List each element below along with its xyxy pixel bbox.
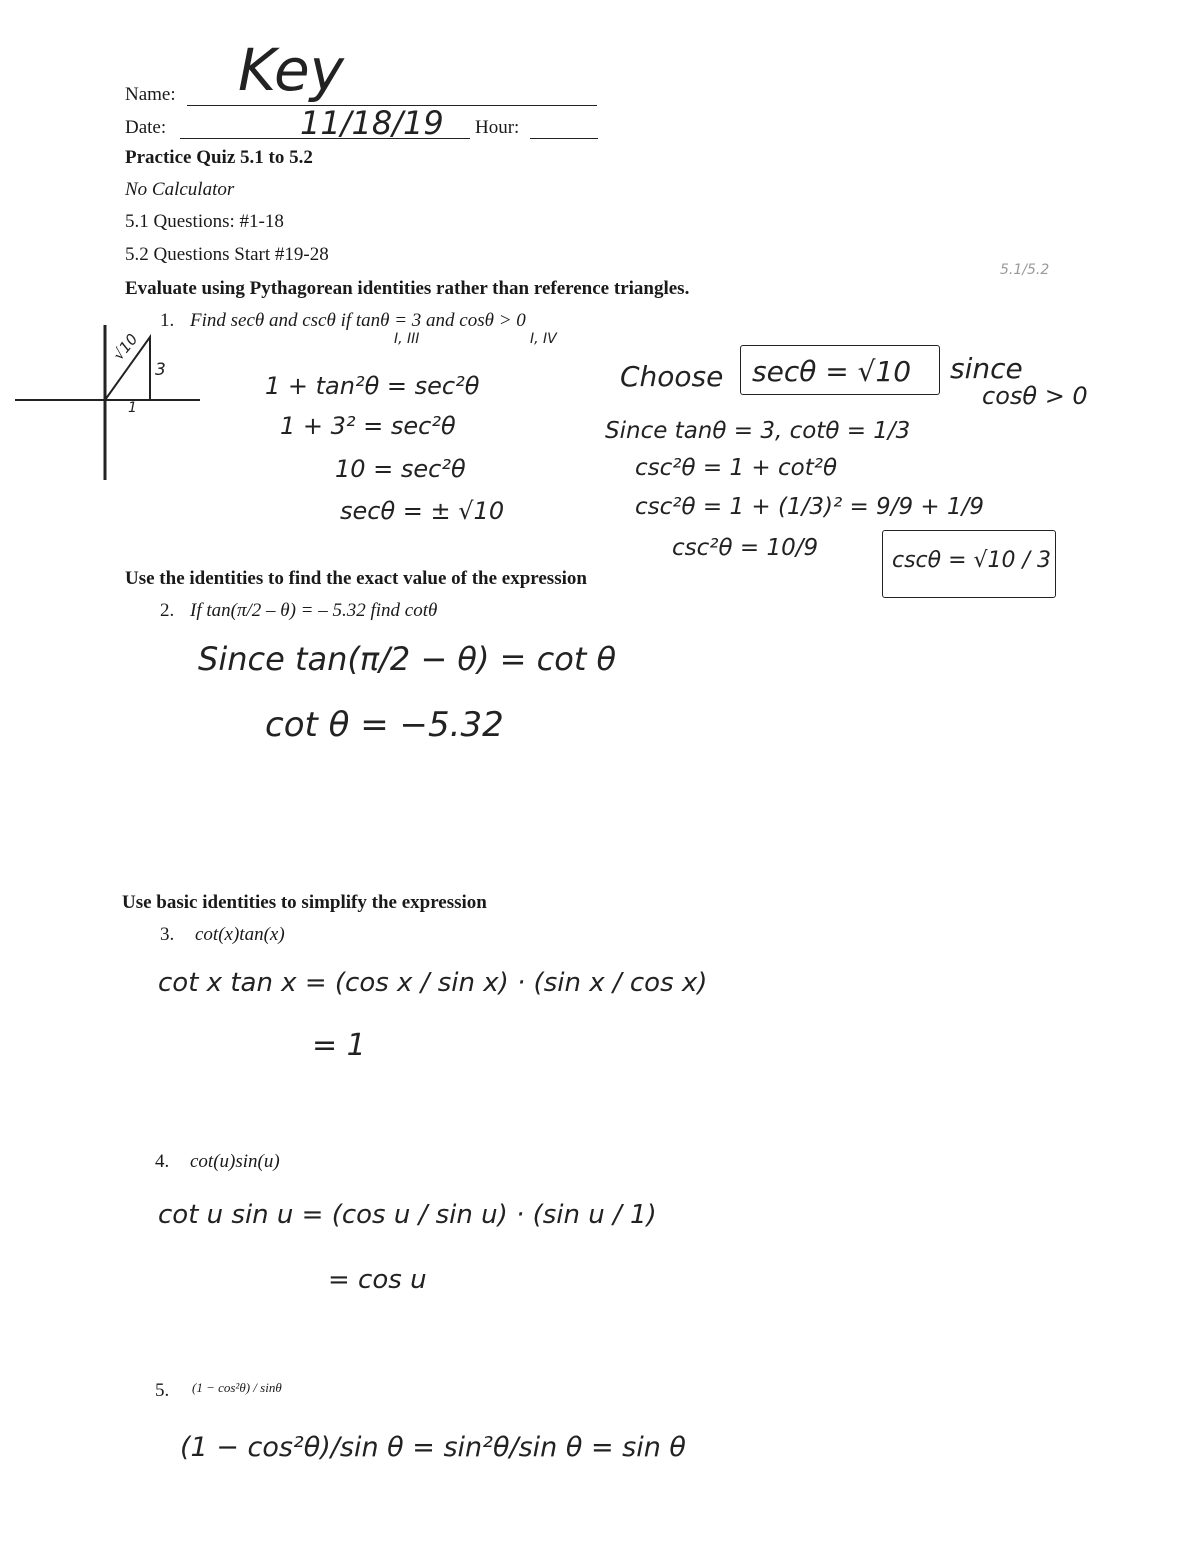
q1-right-line: csc²θ = 10/9 xyxy=(672,535,819,561)
q2-number: 2. xyxy=(160,600,175,621)
quiz-title: Practice Quiz 5.1 to 5.2 xyxy=(125,147,313,168)
q1-right-line: csc²θ = 1 + (1/3)² = 9/9 + 1/9 xyxy=(635,494,984,520)
q4-number: 4. xyxy=(155,1151,170,1172)
q1-right-line: csc²θ = 1 + cot²θ xyxy=(635,455,838,481)
hour-underline xyxy=(530,138,598,139)
q1-text: Find secθ and cscθ if tanθ = 3 and cosθ > 0 xyxy=(190,310,526,331)
q1-work-line: 1 + tan²θ = sec²θ xyxy=(265,372,480,400)
reference-triangle-sketch xyxy=(15,325,205,485)
name-label: Name: xyxy=(125,84,176,105)
hour-label: Hour: xyxy=(475,117,520,138)
q1-number: 1. xyxy=(160,310,175,331)
q1-quadrant-cos: I, IV xyxy=(530,331,557,347)
date-handwritten: 11/18/19 xyxy=(300,104,444,142)
q4-work: cot u sin u = (cos u / sin u) · (sin u / 1) xyxy=(158,1200,657,1230)
q3-text: cot(x)tan(x) xyxy=(195,924,285,945)
q1-work-line: 1 + 3² = sec²θ xyxy=(280,412,456,440)
section-52-range: 5.2 Questions Start #19-28 xyxy=(125,244,329,265)
section3-heading: Use basic identities to simplify the expression xyxy=(122,892,487,913)
corner-note: 5.1/5.2 xyxy=(1000,262,1050,278)
q4-text: cot(u)sin(u) xyxy=(190,1151,280,1172)
q3-result: = 1 xyxy=(312,1028,366,1063)
csc-answer: cscθ = √10 / 3 xyxy=(892,548,1051,573)
q5-number: 5. xyxy=(155,1380,170,1401)
q3-number: 3. xyxy=(160,924,175,945)
q3-work: cot x tan x = (cos x / sin x) · (sin x / cos x) xyxy=(158,968,708,998)
section-51-range: 5.1 Questions: #1-18 xyxy=(125,211,284,232)
sec-answer: secθ = √10 xyxy=(752,355,912,388)
section2-heading: Use the identities to find the exact value of the expression xyxy=(125,568,587,589)
quiz-subtitle: No Calculator xyxy=(125,179,235,200)
date-label: Date: xyxy=(125,117,167,138)
section1-heading: Evaluate using Pythagorean identities rather than reference triangles. xyxy=(125,278,690,299)
q4-result: = cos u xyxy=(328,1265,427,1295)
since-reason: cosθ > 0 xyxy=(982,382,1088,410)
choose-label: Choose xyxy=(620,360,724,393)
since-label: since xyxy=(950,352,1023,385)
triangle-opposite: 3 xyxy=(155,360,166,380)
q1-right-line: Since tanθ = 3, cotθ = 1/3 xyxy=(605,418,911,444)
q1-work-line: secθ = ± √10 xyxy=(340,497,505,525)
q2-work-line: cot θ = −5.32 xyxy=(265,705,504,745)
q2-text: If tan(π/2 – θ) = – 5.32 find cotθ xyxy=(190,600,438,621)
q1-work-line: 10 = sec²θ xyxy=(335,455,466,483)
triangle-hypotenuse: √10 xyxy=(109,330,142,364)
name-handwritten: Key xyxy=(238,36,344,104)
q1-quadrant-tan: I, III xyxy=(394,331,420,347)
triangle-adjacent: 1 xyxy=(128,400,137,416)
q5-work: (1 − cos²θ)/sin θ = sin²θ/sin θ = sin θ xyxy=(180,1432,686,1463)
q2-work-line: Since tan(π/2 − θ) = cot θ xyxy=(198,640,617,678)
q5-text: (1 − cos²θ) / sinθ xyxy=(192,1380,282,1395)
